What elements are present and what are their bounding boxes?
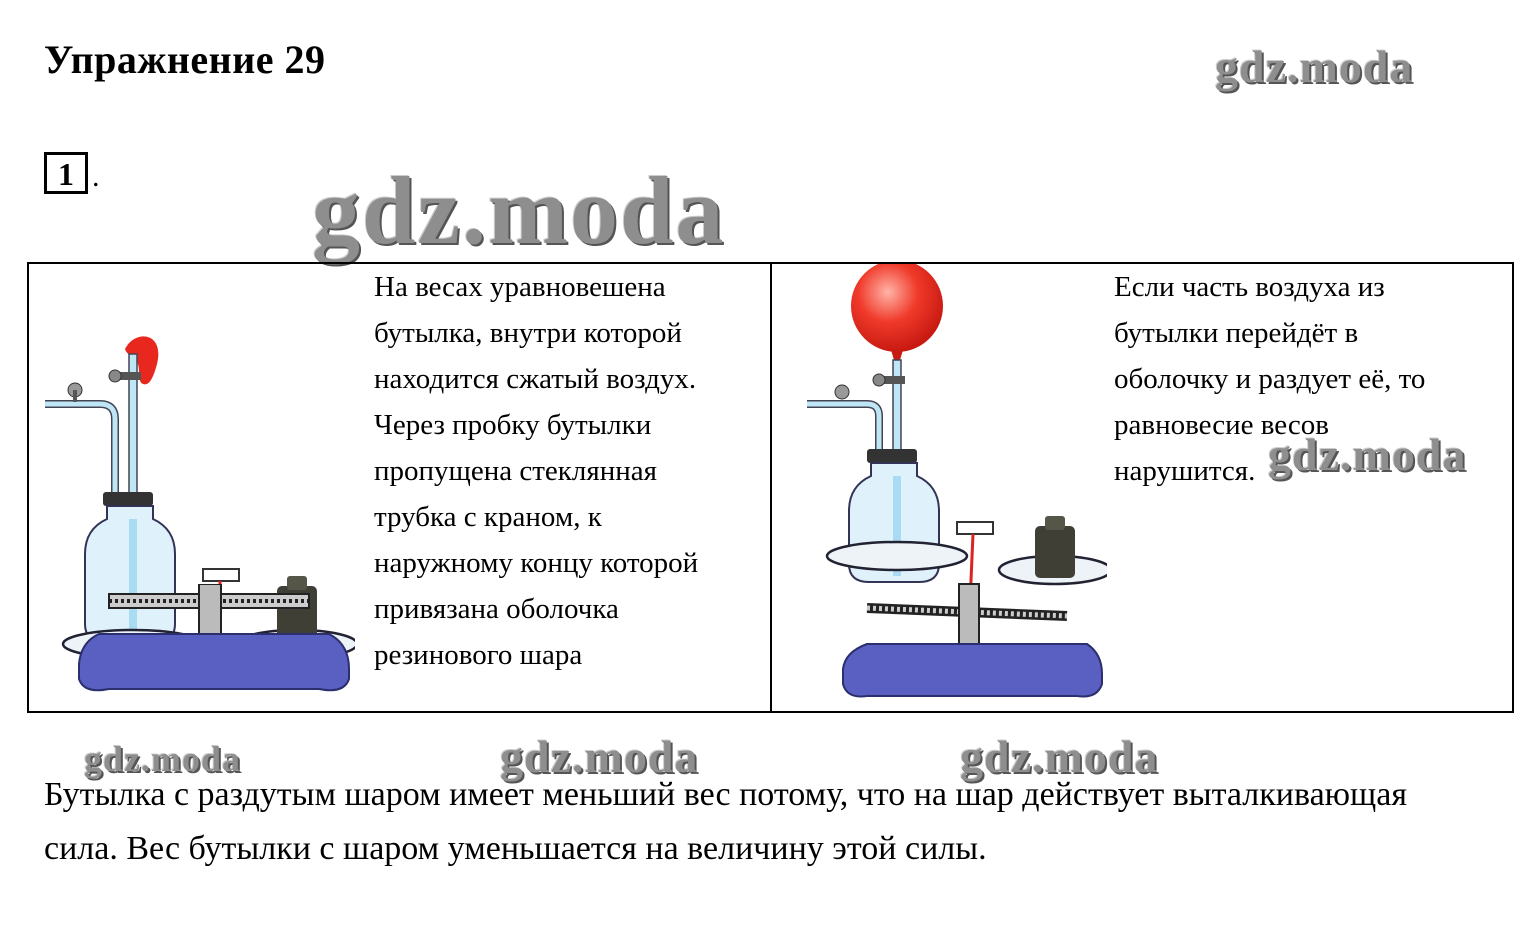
scale-bottle-inflated-illustration	[787, 264, 1107, 709]
answer-text: Бутылка с раздутым шаром имеет меньший вес потому, что на шар действует выталкивающая сила. Вес бутылки с шаром уменьшается на величину этой силы.	[44, 776, 1407, 867]
watermark: gdz.moda	[960, 731, 1159, 782]
exercise-title: Упражнение 29	[44, 37, 326, 82]
inflated-balloon-icon	[851, 264, 943, 352]
watermark: gdz.moda	[500, 731, 699, 782]
watermark: gdz.moda	[1215, 41, 1414, 92]
watermark: gdz.moda	[1268, 429, 1467, 480]
watermark: gdz.moda	[312, 157, 726, 264]
watermark: gdz.moda	[84, 739, 242, 779]
right-cell-text: Если часть воздуха из бутылки перейдёт в оболочку и раздует её, то равновесие весов нарушится.	[1114, 271, 1426, 487]
scale-base-icon	[59, 584, 359, 704]
task-number: 1	[44, 152, 88, 194]
left-cell-text: На весах уравновешена бутылка, внутри которой находится сжатый воздух. Через пробку бутылки пропущена стеклянная трубка с краном, к наружному концу которой привязана оболочка резинового шара	[374, 271, 699, 671]
task-number-dot: .	[92, 160, 100, 193]
illustration-table	[27, 262, 1514, 713]
weight-icon	[1035, 526, 1075, 578]
